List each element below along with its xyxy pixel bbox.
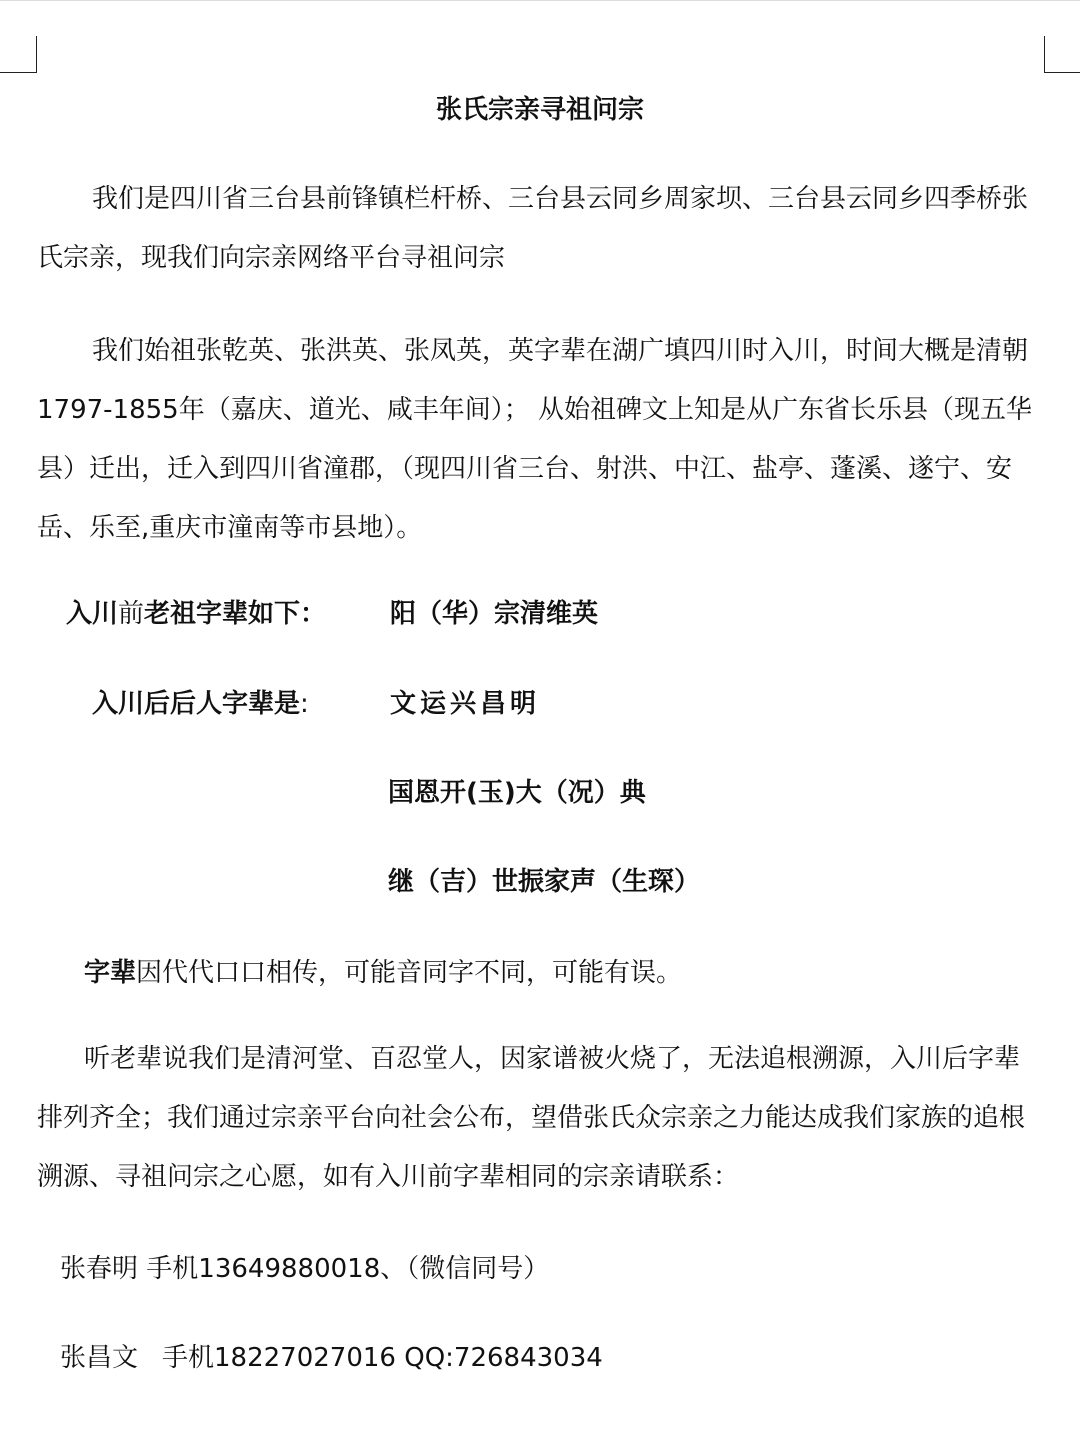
document-title: 张氏宗亲寻祖问宗 xyxy=(435,95,644,125)
contact-name: 张春明 xyxy=(60,1254,139,1284)
generation-note xyxy=(84,955,682,991)
margin-corner-mark-right xyxy=(1044,36,1080,73)
contact-line xyxy=(60,1340,603,1376)
contact-line xyxy=(60,1251,549,1287)
generation-before-value: 阳（华）宗清维英 xyxy=(390,599,599,629)
generation-before-label-part1: 入川 xyxy=(66,599,119,629)
history-paragraph: 我们始祖张乾英、张洪英、张凤英，英字辈在湖广填四川时入川，时间大概是清朝1797-1855年（嘉庆、道光、咸丰年间）； 从始祖碑文上知是从广东省长乐县（现五华县）迁出，迁入到四川省潼郡，（现四川省三台、射洪、中江、盐亭、蓬溪、遂宁、安岳、乐至,重庆市潼南等市县地）。 xyxy=(37,336,1032,543)
generation-after-label-colon: : xyxy=(300,689,309,719)
contact-name: 张昌文 xyxy=(60,1343,139,1373)
generation-before-label-part2: 前 xyxy=(118,599,145,629)
generation-note-text: 因代代口口相传，可能音同字不同，可能有误。 xyxy=(136,958,683,988)
generation-after-value-3: 继（吉）世振家声（生琛） xyxy=(388,867,701,897)
margin-corner-mark-left xyxy=(0,36,37,73)
intro-paragraph: 我们是四川省三台县前锋镇栏杆桥、三台县云同乡周家坝、三台县云同乡四季桥张氏宗亲，现我们向宗亲网络平台寻祖问宗 xyxy=(37,184,1029,273)
generation-after-value-2: 国恩开(玉)大（况）典 xyxy=(388,778,646,808)
contact-detail: 手机13649880018、（微信同号） xyxy=(146,1254,550,1284)
generation-before-label-part3: 老祖字辈如下： xyxy=(144,599,327,629)
contact-detail: 手机18227027016 QQ:726843034 xyxy=(162,1343,603,1373)
generation-before-label xyxy=(66,596,326,632)
generation-after-label xyxy=(92,686,309,722)
generation-after-label-text: 入川后后人字辈是 xyxy=(92,689,301,719)
generation-note-bold: 字辈 xyxy=(84,958,137,988)
appeal-paragraph: 听老辈说我们是清河堂、百忍堂人，因家谱被火烧了，无法追根溯源，入川后字辈排列齐全；我们通过宗亲平台向社会公布，望借张氏众宗亲之力能达成我们家族的追根溯源、寻祖问宗之心愿，如有入川前字辈相同的宗亲请联系： xyxy=(37,1044,1026,1192)
generation-after-value-1: 文运兴昌明 xyxy=(390,689,541,719)
page-top-border xyxy=(0,0,1080,1)
